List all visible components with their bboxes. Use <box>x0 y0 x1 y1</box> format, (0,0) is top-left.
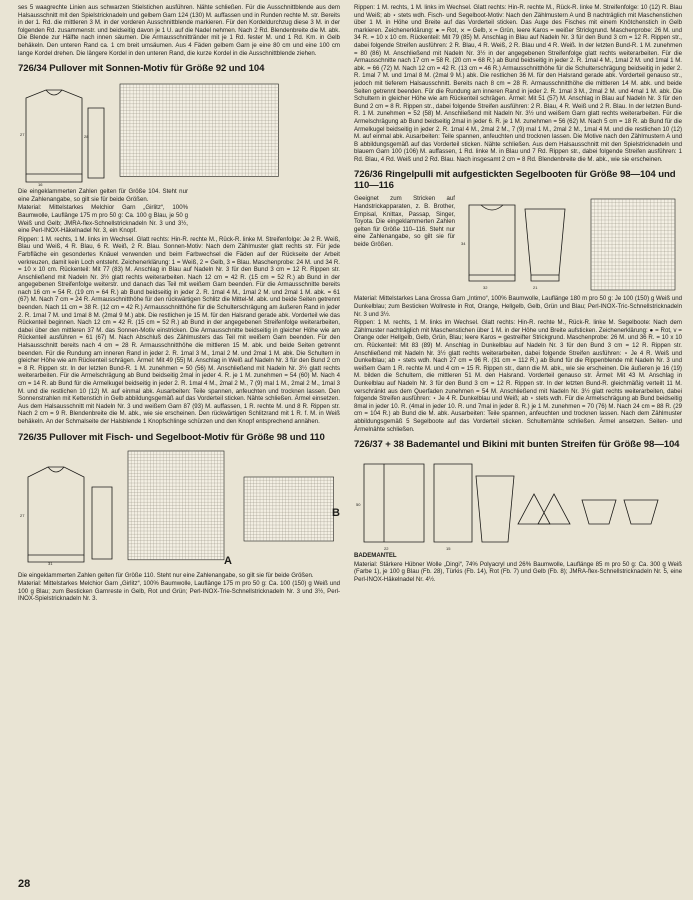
left-intro-text: ses 5 waagrechte Linien aus schwarzen Stielstichen ausführen. Nähte schließen. Für die Ausschnittblende aus dem Halsausschnitt mit den Spielstricknadeln und gelbem Garn 124 (130) M. auffassen und in Runden rechte M. str. Bereits in der 1. Rd. die mittleren 3 M. in der vorderen Ausschnittblende markieren. Für den Kordeldurchzug diese 3 M. in der folgenden Rd. zusammenstr. und beidseitig davon je 1 U. auf die Nadel nehmen. Nach 2 Rd. Blendenbreite die M. abk. Die Blende zur Hälfte nach innen säumen. Die Armausschnittränder mit je 1 Rd. fester M. und 1 Rd. Km. in Gelb behäkeln. Den unteren Rand ca. 1 cm breit umsäumen. Aus 4 Fäden gelbem Garn je eine 80 cm und eine 100 cm lange Kordel drehen. Die längere Kordel in den unteren Rand, die kurze Kordel in die Ausschnittblende ziehen. <box>18 4 340 57</box>
boat-chart-grid <box>591 199 675 290</box>
p36-intro: Geeignet zum Stricken auf Handstrickapparaten, z. B. Brother, Empisal, Knittax, Passap, Singer, Toyota. Die eingeklammerten Zahlen gelten für Größe 110–116. Steht nur eine Zahlenangabe, so gilt sie für beide Größen. <box>354 195 455 249</box>
svg-text:27: 27 <box>20 132 25 138</box>
svg-text:32: 32 <box>483 285 488 291</box>
schematic-726-35 <box>18 447 118 567</box>
left-column <box>18 4 340 604</box>
svg-text:34: 34 <box>461 241 466 247</box>
heading-726-35: 726/35 Pullover mit Fisch- und Segelboot-Motiv für Größe 98 und 110 <box>18 431 325 443</box>
chart-a-label: A <box>224 554 232 567</box>
heading-726-34: 726/34 Pullover mit Sonnen-Motiv für Größe 92 und 104 <box>18 63 265 75</box>
schematic-726-34 <box>18 78 110 188</box>
svg-text:50: 50 <box>356 502 361 508</box>
p34-material: Material: Mittelstarkes Melchior Garn „Girlitz“, 100% Baumwolle, Lauflänge 175 m pro 50 g: Ca. 100 g Blau, je 50 g Weiß und Gelb; JMRA-flex-Schnellstricknadeln Nr. 3 und 3½, eine Perl-INOX-Häkelnadel Nr. 3, ein Knopf. <box>18 204 188 235</box>
sun-chart-grid <box>120 84 278 176</box>
chart-a-fish <box>124 447 234 567</box>
svg-text:21: 21 <box>533 285 538 291</box>
p34-intro: Die eingeklammerten Zahlen gelten für Größe 104. Steht nur eine Zahlenangabe, so gilt sie für beide Größen. <box>18 188 188 203</box>
svg-text:15: 15 <box>446 546 451 552</box>
figure-row-36 <box>354 195 682 295</box>
chart-b-grid <box>244 477 334 541</box>
figure-row-34 <box>18 78 340 188</box>
svg-text:28: 28 <box>84 134 89 140</box>
chart-b-boat <box>240 447 340 567</box>
p36-material: Material: Mittelstarkes Lana Grossa Garn „Intimo“, 100% Baumwolle, Lauflänge 180 m pro 50 g: Je 100 (150) g Weiß und Dunkelblau; zum Besticken Wollreste in Rot, Orange, Hellgelb, Gelb, Grün und Blau; Perl-INOX-Tric-Schnellstricknadeln Nr. 3 und 3½. <box>354 295 682 318</box>
p36-text-wrap <box>354 195 455 295</box>
p34-body: Rippen: 1 M. rechts, 1 M. links im Wechsel. Glatt rechts: Hin-R. rechte M., Rück-R. linke M. Streifenfolge: Je 2 R. Weiß, Blau und Weiß, 4 R. Blau, 6 R. Weiß, 2 R. Blau. Sonnen-Motiv: Nach dem Zählmuster glatt rechts str. Für jede Farbfläche ein gesondertes Knäuel verwenden und beim Farbwechsel die Fäden auf der Rückseite der Arbeit verkreuzen, damit kein Loch entsteht. Zeichenerklärung: 1 = Weiß, 2 = Gelb, 3 = Blau. Maschenprobe: 24 M. und 34 R. = 10 x 10 cm. Rückenteil: Mit 77 (83) M. Anschlag in Blau auf Nadeln Nr. 3 für den Bund 3 cm = 12 R. Rippen str. Anschließend mit Nadeln Nr. 3½ glatt rechts weiterarbeiten. Nach 12 cm = 42 R. (15 cm = 52 R.) ab Bund in der angegebenen Streifenfolge weiterstr. und danach das Teil mit weißem Garn beenden. Für die Armausschnitte bereits nach 16 cm = 54 R. (19 cm = 64 R.) ab Bund beidseitig in jeder 2. R. 1mal 4 M., 1mal 2 M. und 2mal 1 M. abk. = 61 (67) M. Nach 7 cm = 24 R. Armausschnitthöhe für den rückwärtigen Schlitz die Mittel-M. abk. und beide Seiten getrennt beenden. Nach 11 cm = 38 R. (12 cm = 42 R.) Armausschnitthöhe für die Schulterschrägung am äußeren Rand in jeder 2. R. 1mal 7 M. und 1mal 8 M. (2mal 9 M.) abk. Die restlichen je 15 M. für den Halsrand gerade abk. Vorderteil wie das Rückenteil beginnen. Nach 12 cm = 42 R. (15 cm = 52 R.) ab Bund in der angegebenen Streifenfolge weiterarbeiten, dabei über den mittleren 37 M. das Sonnen-Motiv einstricken. Die Armausschnitte beidseitig in gleicher Höhe wie am Rückenteil ausführen = 61 (67) M. Nach Abschluß des Zählmusters das Teil mit weißem Garn beenden. Für den Halsausschnitt bereits nach 4 cm = 28 R. Armausschnitthöhe die mittleren 15 M. abk. und beide Seiten getrennt beenden. Für die Rundung am inneren Rand in jeder 2. R. 1mal 3 M., 1mal 2 M. und 2mal 1 M. abk. Die Schultern in gleicher Höhe wie am Rückenteil schrägen. Ärmel: Mit 49 (55) M. Anschlag in Weiß auf Nadeln Nr. 3 für den Bund 2 cm = 8 R. Rippen str. In der letzten Bund-R. 1 M. zunehmen = 50 (56) M. Anschließend mit Nadeln Nr. 3½ glatt rechts weiterarbeiten. Für die Armelschrägung ab Bund beidseitig 2mal in jeder 4. R. je 1 M. zunehmen = 54 (60) M. Nach 4 cm = 14 R. ab Bund für die Armelkugel beidseitig in jeder 2. R. 1mal 4 M., 2mal 2 M., 7 (9) mal 1 M., 2mal 2 M., 1mal 3 M. und die restlichen 10 (12) M. auf einmal abk. Ausarbeiten: Teile spannen, anfeuchten und trocknen lassen. Den Sonnenstrahlen mit Kettenstich in Gelb abbildungsgemäß auf das Vorderteil sticken. Nähte schließen. Ärmel einsetzen. Aus dem Halsausschnitt mit Nadeln Nr. 3 und weißem Garn 87 (93) M. auffassen, 1 R. rechte M. und 8 R. Rippen str. Nach 2 cm = 9 R. Blendenbreite die M. abk., wie sie erscheinen. Den rückwärtigen Schlitzrand mit 1 R. f. M. in Weiß behäkeln. An der Schmalseite der Halsblende 1 Knopfschlinge schürzen und den Knopf entsprechend annähen. <box>18 235 340 425</box>
right-column <box>354 4 682 585</box>
schematic-726-36 <box>461 195 581 295</box>
schematic-726-37 <box>354 454 682 552</box>
sailboat-chart <box>587 195 682 295</box>
heading-726-36: 726/36 Ringelpulli mit aufgestickten Segelbooten für Größe 98—104 und 110—116 <box>354 169 676 192</box>
sun-motif-chart <box>116 78 286 188</box>
page-number: 28 <box>18 878 31 890</box>
right-text-35-continued: Rippen: 1 M. rechts, 1 M. links im Wechsel. Glatt rechts: Hin-R. rechte M., Rück-R. linke M. Streifenfolge: 10 (12) R. Blau und Weiß; ab ⋆ stets wdh. Fisch- und Segelboot-Motiv: Nach den Zählmustern A und B nachträglich mit Maschenstichen über 1 M. in Höhe und Breite auf das Vorderteil sticken. Das Auge des Fisches mit einem Knötchenstich in Gelb markieren. Zeichenerklärung: ● = Rot, ⨯ = Gelb, x = Grün, leere Karos = weißer Strickgrund. Maschenprobe: 26 M. und 34 R. = 10 x 10 cm. Rückenteil: Mit 79 (85) M. Anschlag in Blau auf Nadeln Nr. 3 für den Bund 3 cm = 12 R. Rippen str., dabei folgende Streifen ausführen: 2 R. Blau, 4 R. Weiß, 2 R. Blau und 4 R. Weiß. In der letzten Bund-R. 1 M. zunehmen = 80 (86) M. Anschließend mit Nadeln Nr. 3½ in der angegebenen Streifenfolge glatt rechts weiterarbeiten. Für die Armausschnitte nach 17 cm = 58 R. (20 cm = 68 R.) ab Bund beidseitig in jeder 2. R. 1mal 4 M., 1mal 2 M. und 1mal 1 M. abk. = 66 (72) M. Nach 12 cm = 42 R. (13 cm = 46 R.) Armausschnitthöhe für die Schulterschrägung beidseitig in jeder 2. R. 1mal 7 M. und 1mal 8 M. (2mal 9 M.) abk. Die restlichen 36 M. für den Halsrand gerade abk. Vorderteil genauso str., jedoch mit tieferem Halsausschnitt. Bereits nach 8 cm = 28 R. Armausschnitthöhe die mittleren 14 M. abk. und beide Seiten getrennt beenden. Für die Rundung am inneren Rand in jeder 2. R. 1mal 3 M., 2mal 2 M. und 4mal 1 M. abk. Die Schultern in gleicher Höhe wie am Rückenteil schrägen. Ärmel: Mit 51 (57) M. Anschlag in Blau auf Nadeln Nr. 3 für den Bund 2 cm = 8 R. Rippen str., dabei folgende Streifen ausführen: 2 R. Blau, 4 R. Weiß und 2 R. Blau. In der letzten Bund-R. 1 M. zunehmen = 52 (58) M. Anschließend mit Nadeln Nr. 3½ und weißem Garn glatt rechts weiterarbeiten. Für die Armelschrägung ab Bund beidseitig 2mal in jeder 6. R. je 1 M. zunehmen = 56 (62) M. Nach 5 cm = 18 R. ab Bund für die Armelkugel beidseitig in jeder 2. R. 1mal 4 M., 2mal 2 M., 7 (9) mal 1 M., 2mal 2 M., 1mal 4 M. und die restlichen 10 (12) M. auf einmal abk. Ausarbeiten: Teile spannen, anfeuchten und trocknen lassen. Die Motive nach den Zählmustern A und B abbildungsgemäß auf das Vorderteil sticken. Nähte schließen. Aus dem Halsausschnitt mit den Spielstricknadeln und blauem Garn 100 (106) M. auffassen, 1 Rd. linke M. in Blau und 7 Rd. Rippen str., dabei folgende Streifen ausführen: 1 Rd. Blau, 4 Rd. Weiß und 2 Rd. Blau. Nach insgesamt 2 cm = 8 Rd. Blendenbreite die M. abk., wie sie erscheinen. <box>354 4 682 163</box>
p36-body: Rippen: 1 M. rechts, 1 M. links im Wechsel. Glatt rechts: Hin-R. rechte M., Rück-R. linke M. Segelboote: Nach dem Zählmuster nachträglich mit Maschenstichen über 1 M. in der Höhe und Breite aufsticken. Zeichenerklärung: ● = Rot, v = Orange oder Hellgelb, Gelb, Grün, Blau; leere Karos = gestreifter Strickgrund. Maschenprobe: 26 M. und 36 R. = 10 x 10 cm. Rückenteil: Mit 83 (89) M. Anschlag in Dunkelblau auf Nadeln Nr. 3 für den Bund 3 cm = 12 R. Rippen str. Anschließend mit Nadeln Nr. 3½ glatt rechts weiterarbeiten, dabei folgende Streifen ausführen: ⋆ Je 4 R. Weiß und Dunkelblau; ab ⋆ stets wdh. Nach 27 cm = 96 R. (31 cm = 112 R.) ab Bund für die Rippenblende mit Nadeln Nr. 3 und weißem Garn 1 R. rechte M. und 4 cm = 15 R. Rippen str., dann die M. abk., wie sie erscheinen. Die äußeren je 16 (19) M. bilden die Schultern, die mittleren 51 M. den Halsrand. Vorderteil genauso str. Ärmel: Mit 43 M. Anschlag in Dunkelblau auf Nadeln Nr. 3 für den Bund 3 cm = 12 R. Rippen str. In der letzten Bund-R. gleichmäßig verteilt 11 M. verschränkt aus dem Querfaden zunehmen = 54 M. Anschließend mit Nadeln Nr. 3½ glatt rechts weiterarbeiten, dabei folgende Streifen ausführen: ⋆ Je 4 R. Dunkelblau und Weiß; ab ⋆ stets wdh. Für die Armelschrägung ab Bund beidseitig 8mal in jeder 10. R. (4mal in jeder 10. R. und 7mal in jeder 8. R.) je 1 M. zunehmen = 70 (76) M. Nach 24 cm = 88 R. (29 cm = 104 R.) ab Bund die M. abk. Ausarbeiten: Teile spannen, anfeuchten und trocknen lassen. Nach dem Zählmuster abbildungsgemäß 5 Segelboote auf das Vorderteil sticken. Schulternähte schließen. Ärmel ansetzen. Seiten- und Ärmelnähte schließen. <box>354 319 682 433</box>
figure-row-35 <box>18 447 340 572</box>
p37-material: Material: Stärkere Hübner Wolle „Dingi“, 74% Polyacryl und 26% Baumwolle, Lauflänge 85 m pro 50 g: Ca. 300 g Weiß (Farbe 1), je 100 g Blau (Fb. 28), Türkis (Fb. 14), Rot (Fb. 7) und Gelb (Fb. 8); JMRA-flex-Schnellstricknadeln Nr. 5, eine Perl-INOX-Häkelnadel Nr. 4½. <box>354 560 682 583</box>
p35-intro: Die eingeklammerten Zahlen gelten für Größe 110. Steht nur eine Zahlenangabe, so gilt sie für beide Größen. <box>18 571 314 579</box>
heading-726-37: 726/37 + 38 Bademantel und Bikini mit bunten Streifen für Größe 98—104 <box>354 439 680 451</box>
svg-text:16: 16 <box>38 182 43 188</box>
chart-b-label: B <box>332 506 340 519</box>
svg-text:31: 31 <box>48 560 53 566</box>
p35-material: Material: Mittelstarkes Melchior Garn „Girlitz“, 100% Baumwolle, Lauflänge 175 m pro 50 g: Ca. 100 (150) g Weiß und 100 g Blau; zum Besticken Garnreste in Gelb, Rot und Grün; Perl-INOX-Trie-Schnellstricknadeln Nr. 3 und 3½, Perl-INOX-Spielstricknadeln Nr. 3. <box>18 580 340 603</box>
p37-heading: BADEMANTEL <box>354 552 397 560</box>
svg-text:22: 22 <box>384 546 389 552</box>
chart-a-grid <box>128 451 224 560</box>
svg-text:27: 27 <box>20 512 25 518</box>
